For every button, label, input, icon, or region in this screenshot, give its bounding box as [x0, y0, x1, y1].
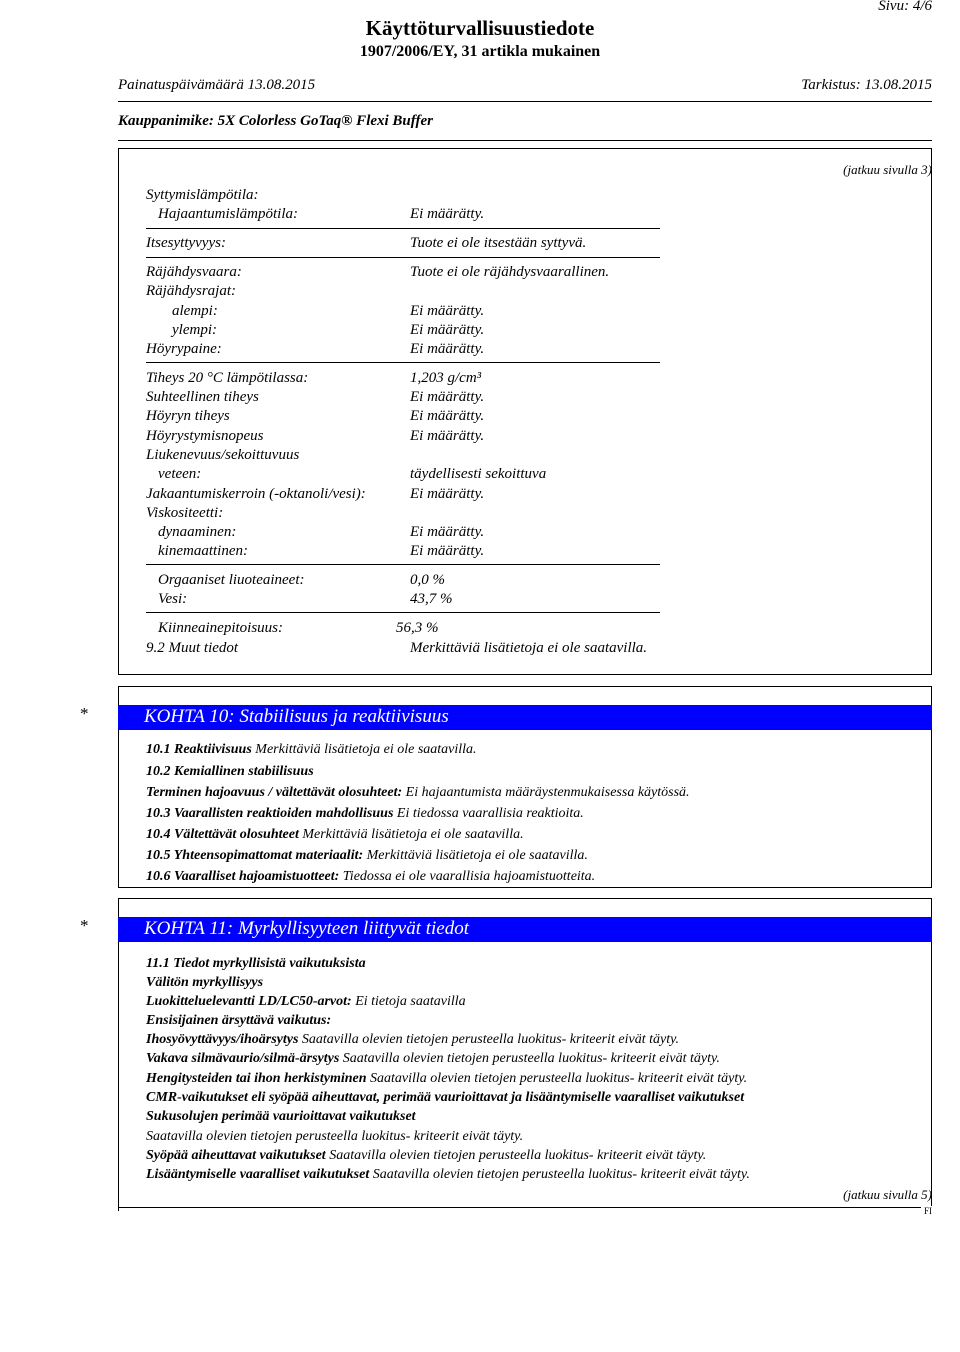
property-value: Ei määrätty. [410, 428, 485, 444]
section-11-line: Ensisijainen ärsyttävä vaikutus: [146, 1013, 332, 1028]
property-label: Jakaantumiskerroin (-oktanoli/vesi): [146, 486, 366, 502]
section-10-line: 10.2 Kemiallinen stabiilisuus [146, 764, 314, 779]
property-label: Viskositeetti: [146, 505, 224, 521]
section-10-line: Terminen hajoavuus / vältettävät olosuhteet: Ei hajaantumista määräystenmukaisessa käytössä. [146, 785, 690, 800]
property-label: Räjähdysvaara: [146, 264, 242, 280]
document-title: Käyttöturvallisuustiedote [365, 16, 595, 40]
section-11-line: CMR-vaikutukset eli syöpää aiheuttavat, perimää vaurioittavat ja lisääntymiselle vaaralliset vaikutukset [146, 1090, 745, 1105]
section-11-line: 11.1 Tiedot myrkyllisistä vaikutuksista [146, 956, 366, 971]
product-rule [118, 140, 932, 141]
section-10-line: 10.3 Vaarallisten reaktioiden mahdollisuus Ei tiedossa vaarallisia reaktioita. [146, 806, 584, 821]
section-11-line: Hengitysteiden tai ihon herkistyminen Saatavilla olevien tietojen perusteella luokitus- kriteerit eivät täyty. [146, 1071, 748, 1086]
language-code: FI [921, 1206, 932, 1216]
property-label: Tiheys 20 °C lämpötilassa: [146, 370, 309, 386]
section-11-line: Sukusolujen perimää vaurioittavat vaikutukset [146, 1109, 416, 1124]
section-10-title: KOHTA 10: Stabiilisuus ja reaktiivisuus [144, 706, 449, 727]
section-11-header [118, 917, 932, 942]
property-value: täydellisesti sekoittuva [410, 466, 547, 482]
property-value: Ei määrätty. [410, 303, 485, 319]
property-label: Syttymislämpötila: [146, 187, 259, 203]
change-marker: * [80, 916, 89, 935]
row-divider [146, 612, 660, 613]
property-label: Räjähdysrajat: [146, 283, 236, 299]
section-11-line: Välitön myrkyllisyys [146, 975, 264, 990]
property-label: Vesi: [158, 591, 188, 607]
section-11-title: KOHTA 11: Myrkyllisyyteen liittyvät tiedot [144, 918, 470, 939]
property-label: Liukenevuus/sekoittuvuus [146, 447, 300, 463]
property-value: Merkittäviä lisätietoja ei ole saatavilla. [410, 640, 648, 656]
property-label: Orgaaniset liuoteaineet: [158, 572, 305, 588]
section-11-line: Syöpää aiheuttavat vaikutukset Saatavilla olevien tietojen perusteella luokitus- kriteerit eivät täyty. [146, 1148, 707, 1163]
row-divider [146, 228, 660, 229]
section-10-line: 10.1 Reaktiivisuus Merkittäviä lisätietoja ei ole saatavilla. [146, 742, 477, 757]
property-label: ylempi: [172, 322, 217, 338]
property-label: alempi: [172, 303, 218, 319]
property-value: Ei määrätty. [410, 408, 485, 424]
property-value: 43,7 % [410, 591, 453, 607]
property-label: Höyryn tiheys [146, 408, 230, 424]
property-value: Ei määrätty. [410, 341, 485, 357]
property-value: Ei määrätty. [410, 389, 485, 405]
footer-rule [118, 1207, 932, 1208]
section-10-line: 10.5 Yhteensopimattomat materiaalit: Merkittäviä lisätietoja ei ole saatavilla. [146, 848, 588, 863]
continued-to: (jatkuu sivulla 5) [843, 1187, 932, 1202]
property-value: 0,0 % [410, 572, 445, 588]
section-11-line: Vakava silmävaurio/silmä-ärsytys Saatavilla olevien tietojen perusteella luokitus- kriteerit eivät täyty. [146, 1051, 720, 1066]
property-label: Höyrystymisnopeus [146, 428, 264, 444]
section-11-line: Luokitteluelevantti LD/LC50-arvot: Ei tietoja saatavilla [146, 994, 466, 1009]
property-value: Ei määrätty. [410, 486, 485, 502]
property-value: Ei määrätty. [410, 322, 485, 338]
property-label: Hajaantumislämpötila: [158, 206, 299, 222]
row-divider [146, 257, 660, 258]
print-date: Painatuspäivämäärä 13.08.2015 [118, 77, 316, 93]
property-label: Suhteellinen tiheys [146, 389, 259, 405]
continued-from: (jatkuu sivulla 3) [843, 162, 932, 177]
property-label: veteen: [158, 466, 202, 482]
header-rule [118, 101, 932, 102]
property-value: Tuote ei ole itsestään syttyvä. [410, 235, 587, 251]
section-11-line: Ihosyövyttävyys/ihoärsytys Saatavilla olevien tietojen perusteella luokitus- kriteerit eivät täyty. [146, 1032, 680, 1047]
property-label: Itsesyttyvyys: [146, 235, 226, 251]
property-label: Kiinneainepitoisuus: [158, 620, 283, 636]
property-value: Ei määrätty. [410, 524, 485, 540]
row-divider [146, 564, 660, 565]
property-value: Ei määrätty. [410, 543, 485, 559]
section-11-line: Lisääntymiselle vaaralliset vaikutukset Saatavilla olevien tietojen perusteella luokitus- kriteerit eivät täyty. [146, 1167, 750, 1182]
change-marker: * [80, 704, 89, 723]
section-11-line: Saatavilla olevien tietojen perusteella luokitus- kriteerit eivät täyty. [146, 1129, 524, 1144]
property-value: 1,203 g/cm³ [410, 370, 482, 386]
section-10-line: 10.6 Vaaralliset hajoamistuotteet: Tiedossa ei ole vaarallisia hajoamistuotteita. [146, 869, 596, 884]
property-label: kinemaattinen: [158, 543, 248, 559]
product-name: Kauppanimike: 5X Colorless GoTaq® Flexi Buffer [118, 113, 433, 129]
property-value: Tuote ei ole räjähdysvaarallinen. [410, 264, 610, 280]
section-10-line: 10.4 Vältettävät olosuhteet Merkittäviä lisätietoja ei ole saatavilla. [146, 827, 524, 842]
page-number: Sivu: 4/6 [878, 0, 932, 14]
property-value: 56,3 % [396, 620, 439, 636]
revision-date: Tarkistus: 13.08.2015 [801, 77, 932, 93]
property-label: 9.2 Muut tiedot [146, 640, 239, 656]
property-value: Ei määrätty. [410, 206, 485, 222]
section-10-header [118, 705, 932, 730]
property-label: Höyrypaine: [146, 341, 222, 357]
property-label: dynaaminen: [158, 524, 237, 540]
row-divider [146, 362, 660, 363]
document-subtitle: 1907/2006/EY, 31 artikla mukainen [359, 43, 601, 60]
